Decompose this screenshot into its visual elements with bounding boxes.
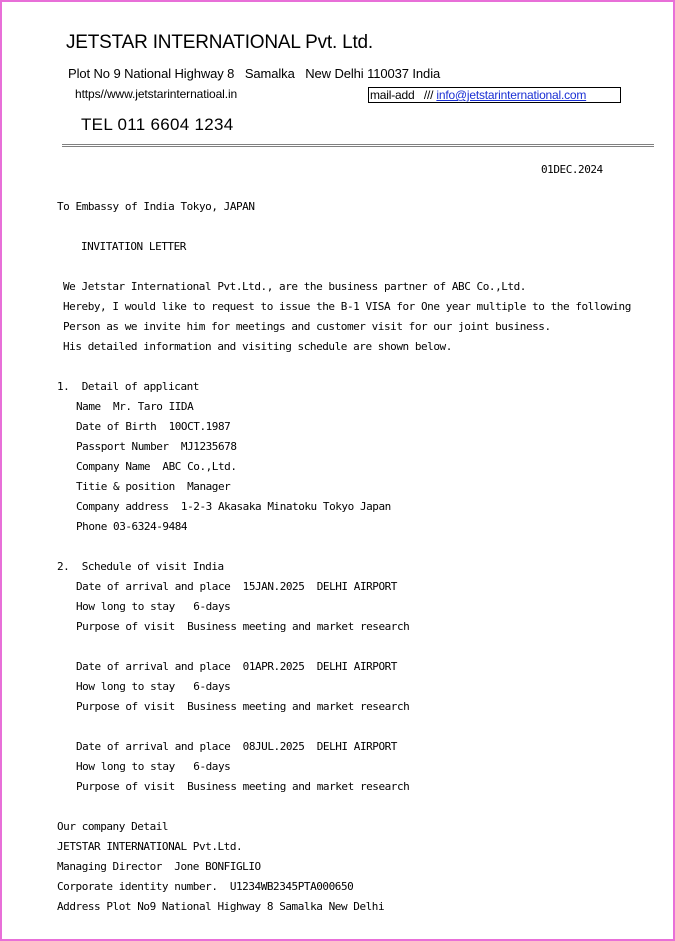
letter-date: 01DEC.2024	[541, 163, 603, 176]
visit-stay: How long to stay 6-days	[76, 680, 231, 693]
company-website: https//www.jetstarinternatioal.in	[75, 87, 238, 101]
company-detail-cin: Corporate identity number. U1234WB2345PTA000650	[57, 880, 354, 893]
visit-arrival: Date of arrival and place 15JAN.2025 DELHI AIRPORT	[76, 580, 397, 593]
company-detail-name: JETSTAR INTERNATIONAL Pvt.Ltd.	[57, 840, 243, 853]
visit-stay: How long to stay 6-days	[76, 600, 231, 613]
visit-arrival: Date of arrival and place 08JUL.2025 DELHI AIRPORT	[76, 740, 397, 753]
intro-line: His detailed information and visiting schedule are shown below.	[63, 340, 452, 353]
company-address: Plot No 9 National Highway 8 Samalka New Delhi 110037 India	[68, 66, 441, 81]
applicant-passport: Passport Number MJ1235678	[76, 440, 237, 453]
company-telephone: TEL 011 6604 1234	[81, 115, 234, 134]
applicant-company: Company Name ABC Co.,Ltd.	[76, 460, 237, 473]
mail-label: mail-add ///	[370, 88, 434, 102]
company-detail-title: Our company Detail	[57, 820, 169, 833]
section-applicant-title: 1. Detail of applicant	[57, 380, 199, 393]
applicant-birth-date: Date of Birth 10OCT.1987	[76, 420, 231, 433]
visit-purpose: Purpose of visit Business meeting and market research	[76, 700, 410, 713]
letter-subject: INVITATION LETTER	[81, 240, 186, 253]
letter-recipient: To Embassy of India Tokyo, JAPAN	[57, 200, 255, 213]
company-detail-director: Managing Director Jone BONFIGLIO	[57, 860, 261, 873]
intro-line: Hereby, I would like to request to issue the B-1 VISA for One year multiple to the following	[63, 300, 631, 313]
visit-purpose: Purpose of visit Business meeting and market research	[76, 620, 410, 633]
applicant-company-address: Company address 1-2-3 Akasaka Minatoku Tokyo Japan	[76, 500, 391, 513]
visit-purpose: Purpose of visit Business meeting and market research	[76, 780, 410, 793]
visit-stay: How long to stay 6-days	[76, 760, 231, 773]
mail-address-box	[368, 87, 621, 103]
visit-arrival: Date of arrival and place 01APR.2025 DELHI AIRPORT	[76, 660, 397, 673]
section-schedule-title: 2. Schedule of visit India	[57, 560, 224, 573]
intro-line: Person as we invite him for meetings and customer visit for our joint business.	[63, 320, 551, 333]
applicant-phone: Phone 03-6324-9484	[76, 520, 188, 533]
company-detail-address: Address Plot No9 National Highway 8 Samalka New Delhi	[57, 900, 385, 913]
email-link[interactable]: info@jetstarinternational.com	[436, 88, 587, 102]
intro-line: We Jetstar International Pvt.Ltd., are the business partner of ABC Co.,Ltd.	[63, 280, 526, 293]
header-divider	[62, 144, 654, 147]
applicant-name: Name Mr. Taro IIDA	[76, 400, 194, 413]
company-name: JETSTAR INTERNATIONAL Pvt. Ltd.	[66, 32, 374, 53]
applicant-position: Titie & position Manager	[76, 480, 231, 493]
